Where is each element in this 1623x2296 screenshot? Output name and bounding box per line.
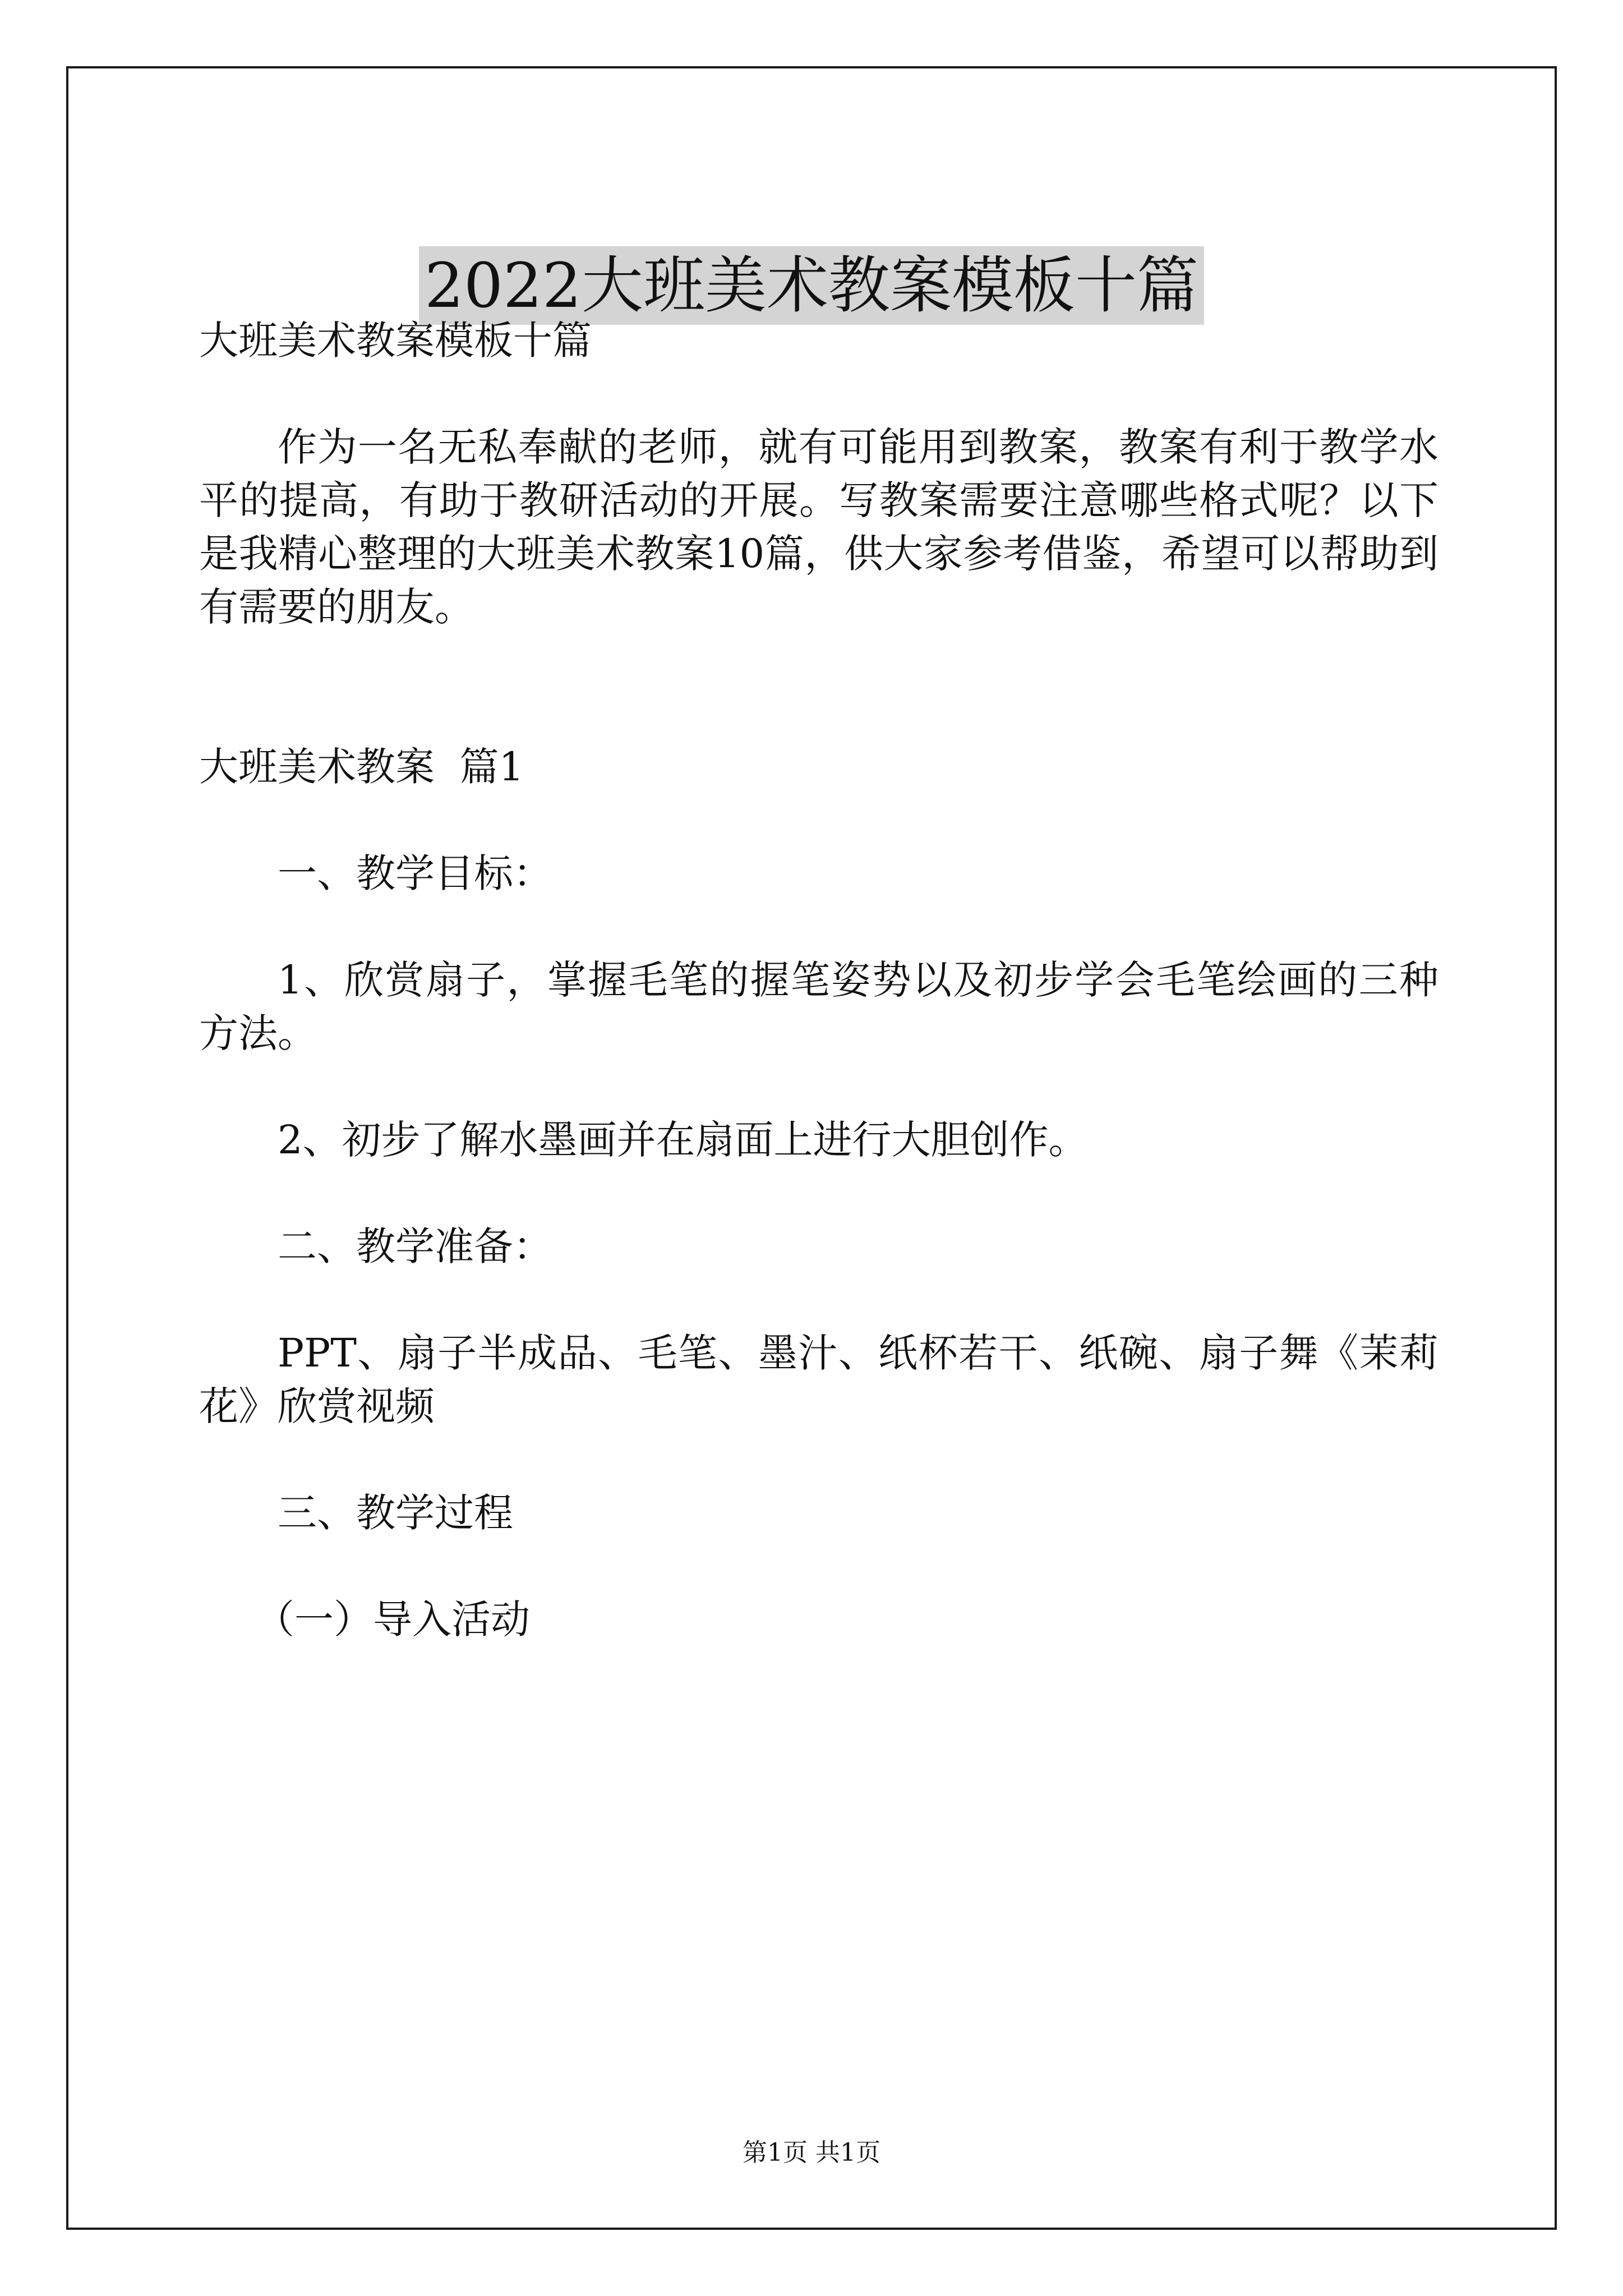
process-heading: 三、教学过程 <box>278 1490 513 1536</box>
goal-heading: 一、教学目标： <box>278 850 552 896</box>
page-footer: 第1页 共1页 <box>743 2138 880 2167</box>
intro-paragraph: 作为一名无私奉献的老师，就有可能用到教案，教案有利于教学水平的提高，有助于教研活动的开展。写教案需要注意哪些格式呢？以下是我精心整理的大班美术教案10篇，供大家参考借鉴，希望可以帮助到有需要的朋友。 <box>199 424 1438 630</box>
document-subtitle: 大班美术教案模板十篇 <box>199 318 592 364</box>
prep-heading: 二、教学准备： <box>278 1223 552 1269</box>
section-heading: 大班美术教案 篇1 <box>199 744 524 790</box>
document-title-text: 2022大班美术教案模板十篇 <box>419 246 1204 325</box>
goal-item-1: 1、欣赏扇子，掌握毛笔的握笔姿势以及初步学会毛笔绘画的三种方法。 <box>199 957 1438 1056</box>
activity-heading: （一）导入活动 <box>255 1596 530 1642</box>
document-title <box>0 249 1623 322</box>
prep-items: PPT、扇子半成品、毛笔、墨汁、纸杯若干、纸碗、扇子舞《茉莉花》欣赏视频 <box>199 1330 1438 1429</box>
goal-item-2: 2、初步了解水墨画并在扇面上进行大胆创作。 <box>278 1117 1088 1163</box>
document-body <box>199 314 1438 1700</box>
